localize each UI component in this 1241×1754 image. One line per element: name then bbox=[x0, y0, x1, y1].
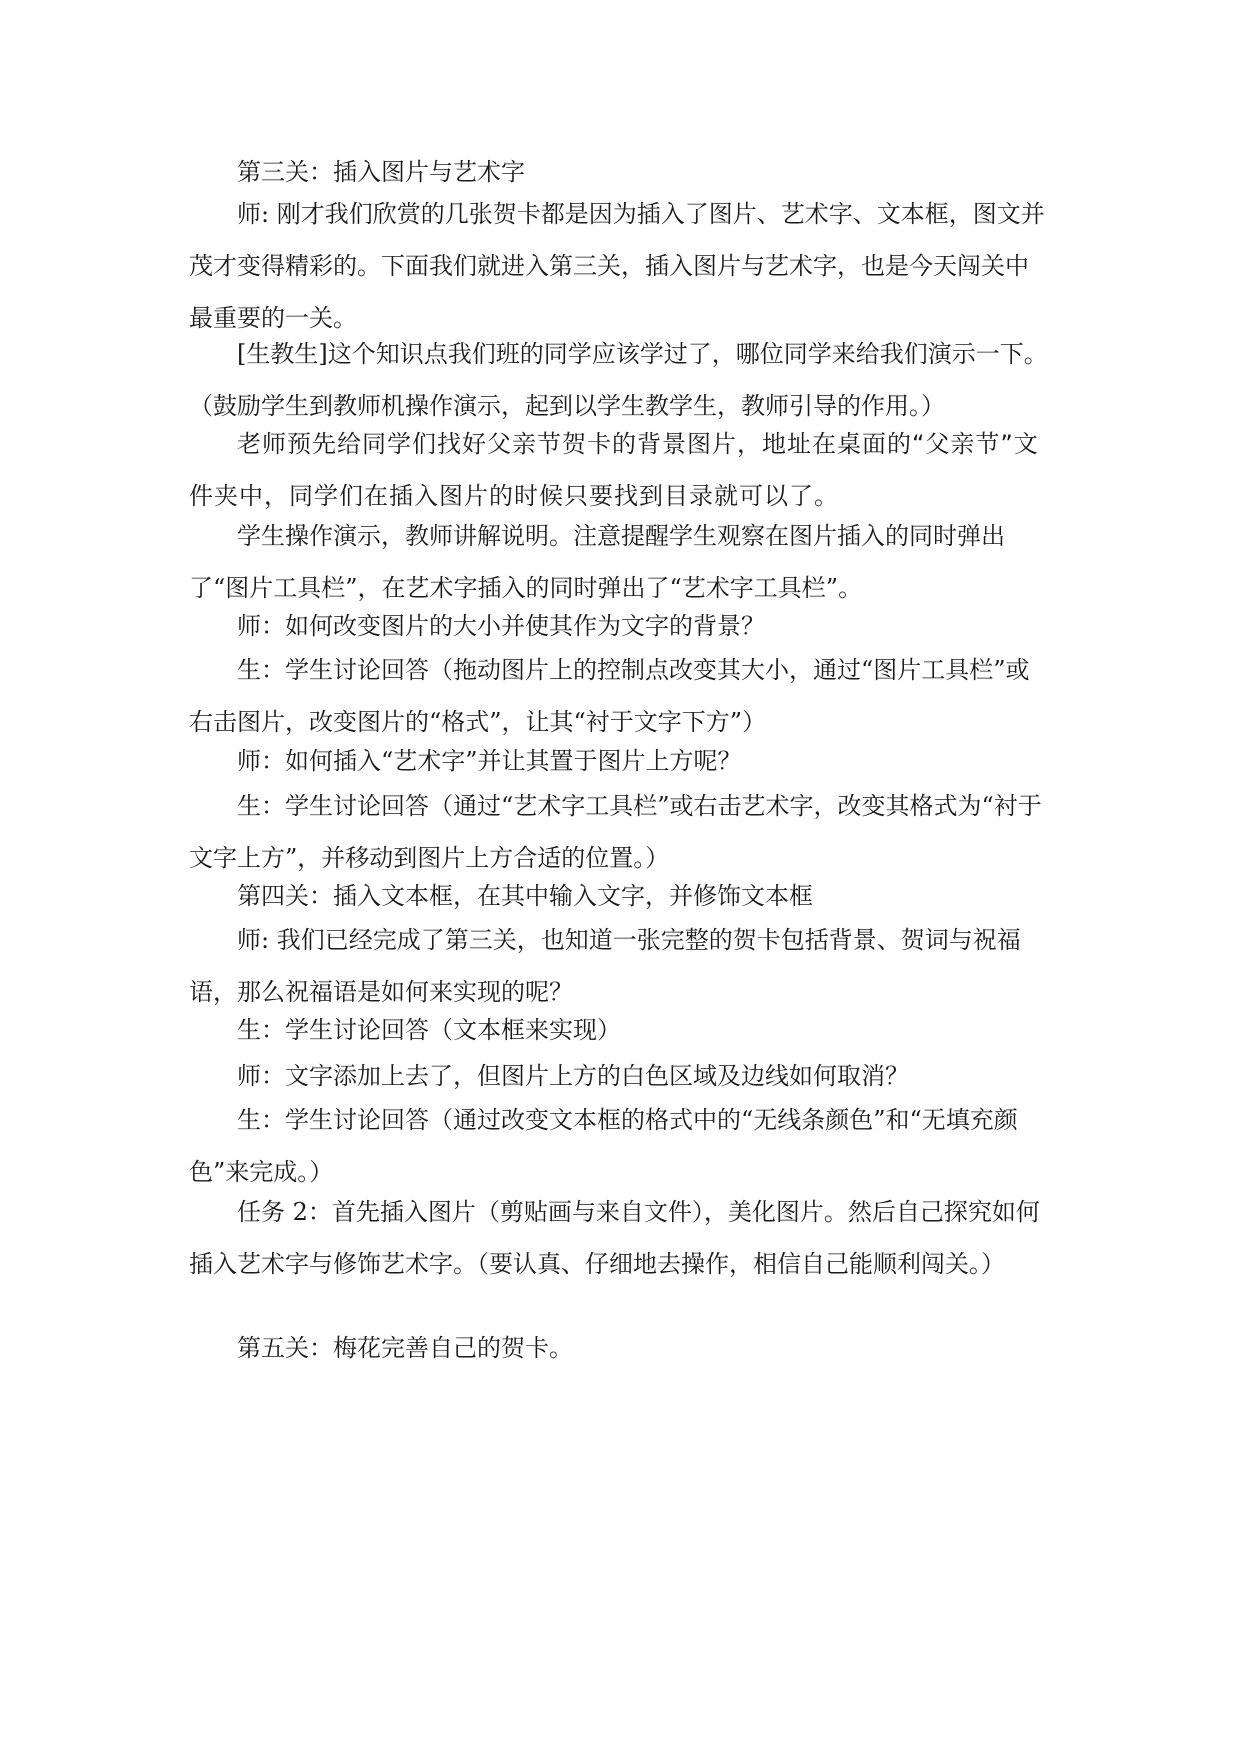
student-answer-2: 生：学生讨论回答（通过“艺术字工具栏”或右击艺术字，改变其格式为“衬于文字上方”，并移动到图片上方合适的位置。） bbox=[189, 792, 1042, 872]
teacher-question-4: 师：文字添加上去了，但图片上方的白色区域及边线如何取消？ bbox=[237, 1062, 909, 1090]
student-answer-4: 生：学生讨论回答（通过改变文本框的格式中的“无线条颜色”和“无填充颜色”来完成。） bbox=[189, 1106, 1018, 1186]
student-answer-3: 生：学生讨论回答（文本框来实现） bbox=[237, 1016, 621, 1044]
teacher-question-3: 师: 我们已经完成了第三关，也知道一张完整的贺卡包括背景、贺词与祝福语，那么祝福语是如何来实现的呢？ bbox=[189, 926, 1021, 1006]
teacher-prep-paragraph: 老师预先给同学们找好父亲节贺卡的背景图片，地址在桌面的“父亲节”文件夹中，同学们在插入图片的时候只要找到目录就可以了。 bbox=[189, 430, 1039, 510]
task-2-paragraph: 任务 2：首先插入图片（剪贴画与来自文件），美化图片。然后自己探究如何插入艺术字与修饰艺术字。（要认真、仔细地去操作，相信自己能顺利闯关。） bbox=[189, 1198, 1040, 1278]
teacher-question-2: 师：如何插入“艺术字”并让其置于图片上方呢？ bbox=[237, 747, 742, 775]
demo-paragraph: 学生操作演示，教师讲解说明。注意提醒学生观察在图片插入的同时弹出了“图片工具栏”，在艺术字插入的同时弹出了“艺术字工具栏”。 bbox=[189, 522, 1005, 602]
heading-level-4: 第四关：插入文本框，在其中输入文字，并修饰文本框 bbox=[237, 882, 813, 910]
teacher-question-1: 师：如何改变图片的大小并使其作为文字的背景？ bbox=[237, 612, 765, 640]
heading-level-3: 第三关：插入图片与艺术字 bbox=[237, 158, 525, 186]
teacher-intro-paragraph: 师: 刚才我们欣赏的几张贺卡都是因为插入了图片、艺术字、文本框，图文并茂才变得精彩的。下面我们就进入第三关，插入图片与艺术字，也是今天闯关中最重要的一关。 bbox=[189, 200, 1045, 332]
student-teaches-paragraph: [生教生]这个知识点我们班的同学应该学过了，哪位同学来给我们演示一下。（鼓励学生到教师机操作演示，起到以学生教学生，教师引导的作用。） bbox=[189, 340, 1048, 420]
student-answer-1: 生：学生讨论回答（拖动图片上的控制点改变其大小，通过“图片工具栏”或右击图片，改变图片的“格式”，让其“衬于文字下方”） bbox=[189, 656, 1030, 736]
heading-level-5: 第五关：梅花完善自己的贺卡。 bbox=[237, 1334, 573, 1362]
